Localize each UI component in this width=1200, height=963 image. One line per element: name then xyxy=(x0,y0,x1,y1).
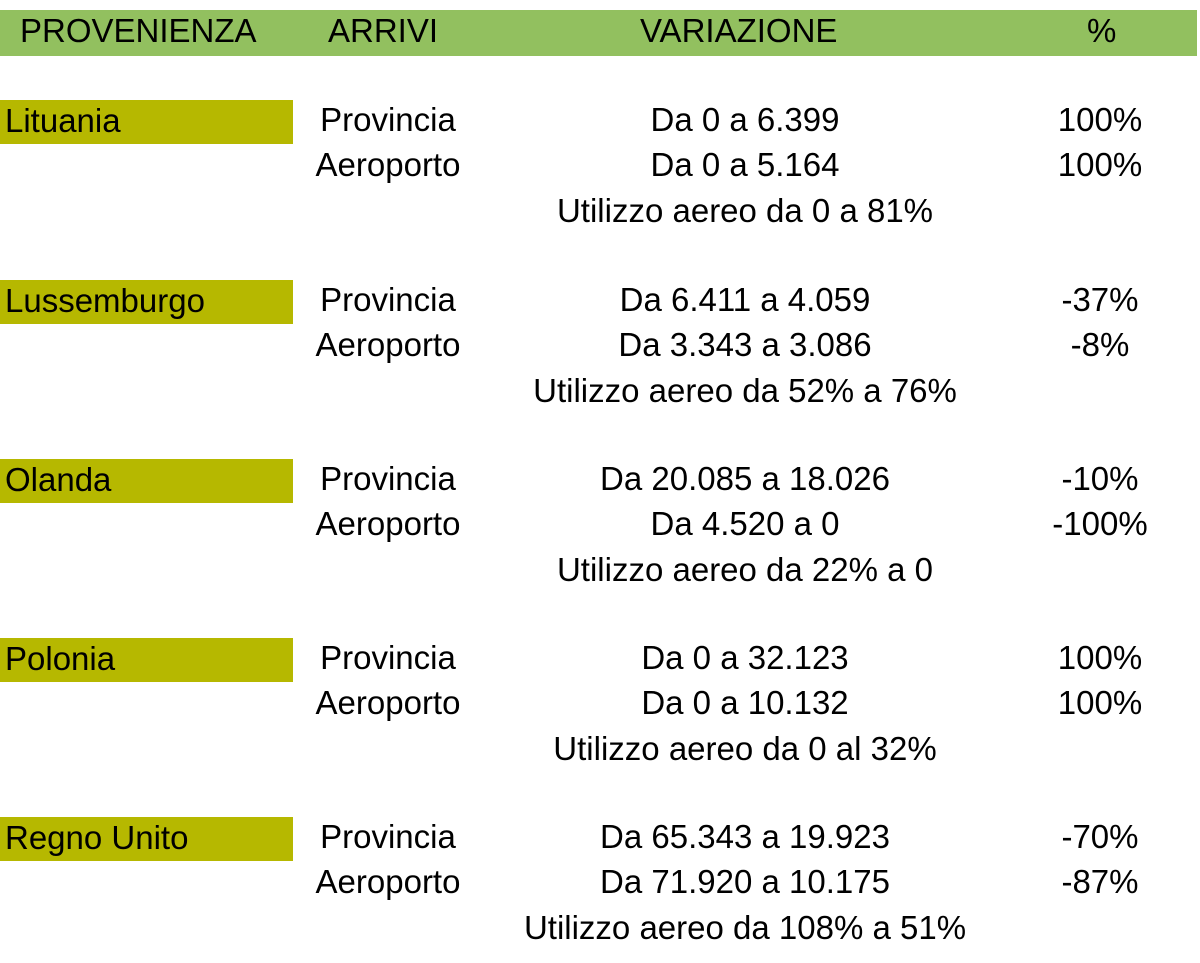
header-provenienza: PROVENIENZA xyxy=(20,12,257,49)
percent-provincia: 100% xyxy=(1057,639,1143,676)
percent-aeroporto: 100% xyxy=(1057,146,1143,183)
header-arrivi: ARRIVI xyxy=(328,12,439,49)
variazione-provincia: Da 20.085 a 18.026 xyxy=(600,460,890,497)
country-group-olanda xyxy=(0,459,1200,599)
arrivi-aeroporto-label: Aeroporto xyxy=(315,326,461,363)
country-label: Lussemburgo xyxy=(0,280,293,324)
country-group-lussemburgo xyxy=(0,280,1200,420)
percent-provincia: -37% xyxy=(1061,281,1139,318)
utilizzo-aereo: Utilizzo aereo da 22% a 0 xyxy=(556,551,934,588)
header-percent: % xyxy=(1087,12,1117,49)
percent-provincia: 100% xyxy=(1057,101,1143,138)
variazione-provincia: Da 0 a 32.123 xyxy=(641,639,849,676)
country-group-polonia xyxy=(0,638,1200,778)
arrivi-provincia-label: Provincia xyxy=(320,460,456,497)
utilizzo-aereo: Utilizzo aereo da 52% a 76% xyxy=(533,372,957,409)
variazione-aeroporto: Da 0 a 10.132 xyxy=(641,684,849,721)
percent-aeroporto: -8% xyxy=(1070,326,1130,363)
arrivi-aeroporto-label: Aeroporto xyxy=(315,863,461,900)
percent-aeroporto: -87% xyxy=(1061,863,1139,900)
country-label: Olanda xyxy=(0,459,293,503)
country-group-lituania xyxy=(0,100,1200,240)
variazione-aeroporto: Da 4.520 a 0 xyxy=(650,505,840,542)
arrivi-provincia-label: Provincia xyxy=(320,639,456,676)
variazione-aeroporto: Da 0 a 5.164 xyxy=(650,146,840,183)
arrivi-aeroporto-label: Aeroporto xyxy=(315,146,461,183)
arrivi-provincia-label: Provincia xyxy=(320,281,456,318)
arrivi-aeroporto-label: Aeroporto xyxy=(315,505,461,542)
percent-aeroporto: 100% xyxy=(1057,684,1143,721)
country-group-regno-unito xyxy=(0,817,1200,957)
header-variazione: VARIAZIONE xyxy=(640,12,838,49)
percent-aeroporto: -100% xyxy=(1052,505,1148,542)
variazione-provincia: Da 65.343 a 19.923 xyxy=(600,818,890,855)
utilizzo-aereo: Utilizzo aereo da 108% a 51% xyxy=(523,909,967,946)
percent-provincia: -70% xyxy=(1061,818,1139,855)
country-label: Lituania xyxy=(0,100,293,144)
utilizzo-aereo: Utilizzo aereo da 0 a 81% xyxy=(556,192,934,229)
table-header xyxy=(0,10,1197,56)
arrivi-aeroporto-label: Aeroporto xyxy=(315,684,461,721)
variazione-provincia: Da 0 a 6.399 xyxy=(650,101,840,138)
country-label: Polonia xyxy=(0,638,293,682)
utilizzo-aereo: Utilizzo aereo da 0 al 32% xyxy=(553,730,937,767)
variazione-aeroporto: Da 3.343 a 3.086 xyxy=(618,326,872,363)
variazione-provincia: Da 6.411 a 4.059 xyxy=(619,281,871,318)
country-label: Regno Unito xyxy=(0,817,293,861)
arrivi-provincia-label: Provincia xyxy=(320,818,456,855)
variazione-aeroporto: Da 71.920 a 10.175 xyxy=(600,863,890,900)
arrivi-provincia-label: Provincia xyxy=(320,101,456,138)
percent-provincia: -10% xyxy=(1061,460,1139,497)
